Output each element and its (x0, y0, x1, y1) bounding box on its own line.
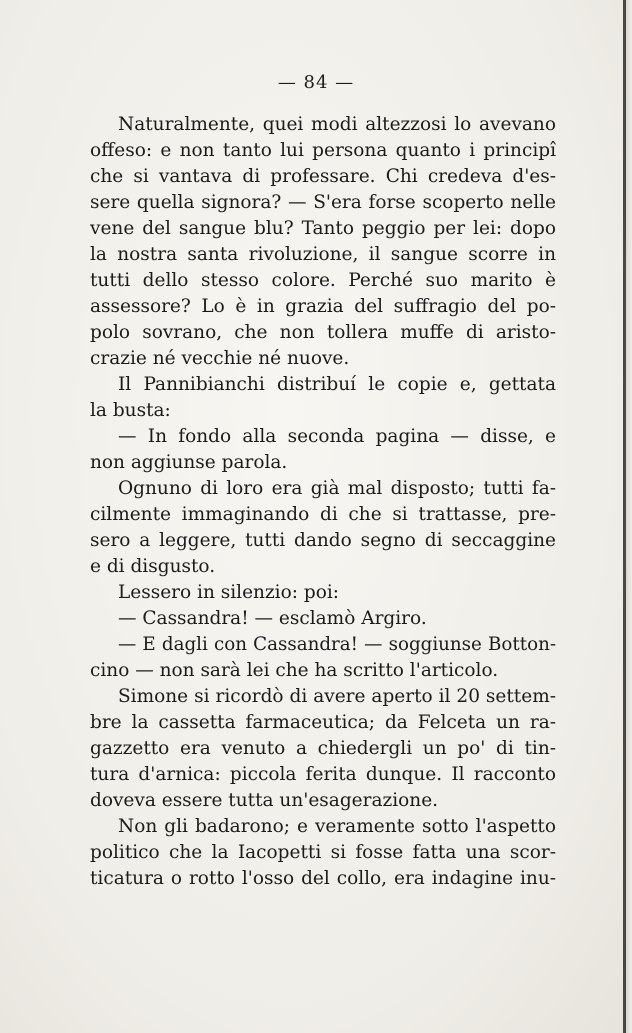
page-edge-shadow (626, 0, 632, 1033)
text-line: polo sovrano, che non tollera muffe di aristo- (90, 322, 556, 343)
text-line: che si vantava di professare. Chi credeva d'es- (90, 166, 556, 187)
text-line: la busta: (90, 400, 171, 421)
text-line: cino — non sarà lei che ha scritto l'articolo. (90, 660, 499, 681)
text-line: — Cassandra! — esclamò Argiro. (118, 608, 427, 629)
text-line: assessore? Lo è in grazia del suffragio del po- (90, 296, 556, 317)
text-line: ticatura o rotto l'osso del collo, era indagine inu- (90, 868, 556, 889)
text-line: politico che la Iacopetti si fosse fatta una scor- (90, 842, 556, 863)
text-line: tura d'arnica: piccola ferita dunque. Il racconto (90, 764, 556, 785)
text-line: Lessero in silenzio: poi: (118, 582, 339, 603)
page-number: — 84 — (277, 72, 355, 93)
text-line: cilmente immaginando di che si trattasse, pre- (90, 504, 556, 525)
text-line: sere quella signora? — S'era forse scoperto nelle (90, 192, 556, 213)
text-line: tutti dello stesso colore. Perché suo marito è (90, 270, 556, 291)
page-edge-line (623, 0, 626, 1033)
text-line: — In fondo alla seconda pagina — disse, e (118, 426, 556, 447)
text-line: e di disgusto. (90, 556, 216, 577)
text-line: sero a leggere, tutti dando segno di seccaggine (90, 530, 556, 551)
text-line: Non gli badarono; e veramente sotto l'aspetto (118, 816, 556, 837)
text-line: offeso: e non tanto lui persona quanto i principî (90, 140, 556, 161)
text-line: non aggiunse parola. (90, 452, 288, 473)
text-line: Il Pannibianchi distribuí le copie e, gettata (118, 374, 556, 395)
text-line: la nostra santa rivoluzione, il sangue scorre in (90, 244, 556, 265)
text-line: vene del sangue blu? Tanto peggio per lei: dopo (90, 218, 556, 239)
text-line: gazzetto era venuto a chiedergli un po' di tin- (90, 738, 556, 759)
text-line: bre la cassetta farmaceutica; da Felceta un ra- (90, 712, 556, 733)
text-line: — E dagli con Cassandra! — soggiunse Botton- (118, 634, 556, 655)
text-line: crazie né vecchie né nuove. (90, 348, 350, 369)
text-line: Naturalmente, quei modi altezzosi lo avevano (118, 114, 556, 135)
text-line: Ognuno di loro era già mal disposto; tutti fa- (118, 478, 556, 499)
text-line: Simone si ricordò di avere aperto il 20 settem- (118, 686, 556, 707)
text-line: doveva essere tutta un'esagerazione. (90, 790, 439, 811)
body-text (90, 112, 556, 892)
